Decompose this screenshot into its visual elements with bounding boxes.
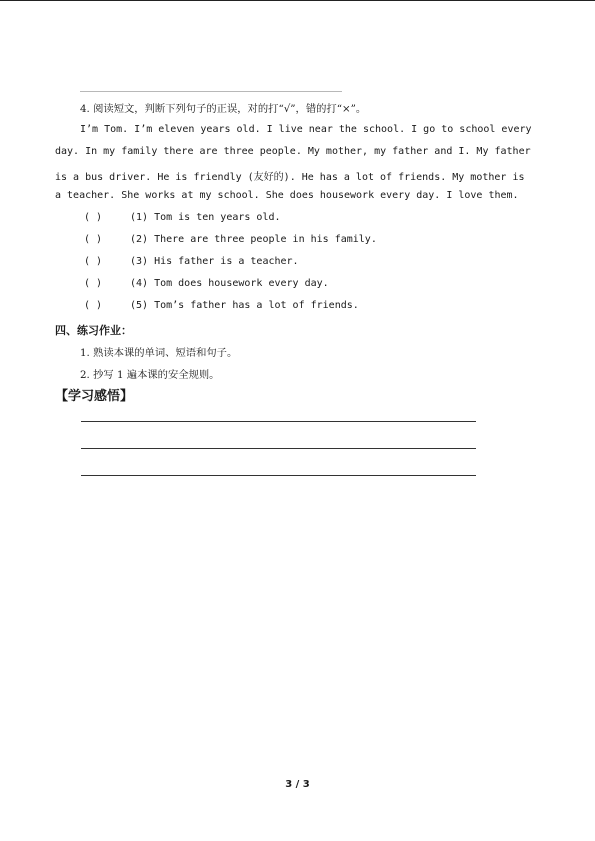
page-top-border — [0, 0, 595, 1]
writing-line[interactable] — [81, 421, 476, 422]
question-text: (2) There are three people in his family. — [130, 234, 377, 245]
passage-line: a teacher. She works at my school. She does housework every day. I love them. — [55, 190, 519, 201]
passage-line: day. In my family there are three people. My mother, my father and I. My father — [55, 146, 531, 157]
answer-blank[interactable]: ( ) — [84, 212, 103, 223]
question-text: (3) His father is a teacher. — [130, 256, 299, 267]
section-heading: 四、练习作业： — [55, 324, 132, 337]
answer-blank[interactable]: ( ) — [84, 278, 103, 289]
question-row — [84, 212, 281, 223]
question-row — [84, 256, 299, 267]
homework-item: 1. 熟读本课的单词、短语和句子。 — [80, 347, 238, 359]
question-text: (4) Tom does housework every day. — [130, 278, 329, 289]
question-text: (1) Tom is ten years old. — [130, 212, 281, 223]
answer-blank[interactable]: ( ) — [84, 234, 103, 245]
writing-line[interactable] — [81, 475, 476, 476]
answer-blank[interactable]: ( ) — [84, 300, 103, 311]
exercise-instruction: 4. 阅读短文，判断下列句子的正误，对的打“√”，错的打“×”。 — [80, 103, 367, 115]
reflection-heading: 【学习感悟】 — [55, 389, 134, 404]
homework-item: 2. 抄写 1 遍本课的安全规则。 — [80, 369, 220, 381]
passage-line: is a bus driver. He is friendly (友好的). He has a lot of friends. My mother is — [55, 172, 525, 183]
question-text: (5) Tom’s father has a lot of friends. — [130, 300, 359, 311]
answer-blank[interactable]: ( ) — [84, 256, 103, 267]
passage-line: I’m Tom. I’m eleven years old. I live near the school. I go to school every — [80, 124, 532, 135]
writing-line[interactable] — [81, 448, 476, 449]
question-row — [84, 234, 377, 245]
question-row — [84, 300, 359, 311]
page-number: 3 / 3 — [285, 779, 310, 790]
question-row — [84, 278, 329, 289]
header-rule — [80, 91, 342, 92]
